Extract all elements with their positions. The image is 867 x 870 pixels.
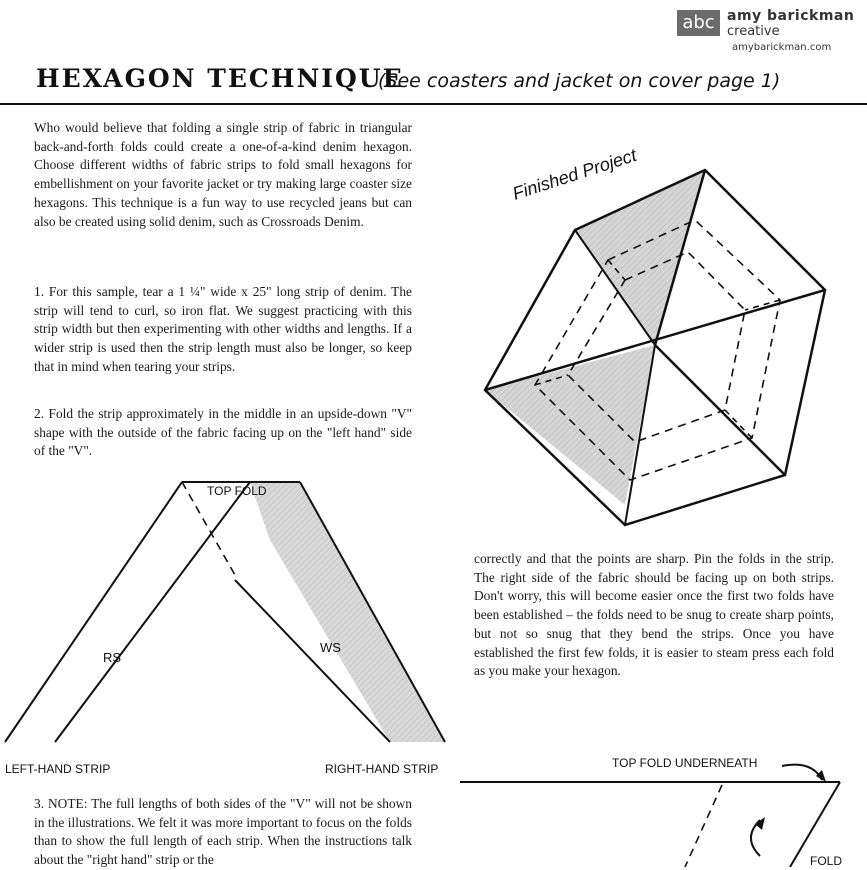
step-1-paragraph: 1. For this sample, tear a 1 ¼" wide x 25" long strip of denim. The strip will tend to curl, so iron flat. We suggest practicing with this strip width but then experimenting with other widths and lengths. If a wider strip is used then the strip length must also be longer, so keep that in mind when tearing your strips. bbox=[34, 284, 412, 374]
finished-project-label: Finished Project bbox=[510, 144, 639, 204]
fold-line-3 bbox=[655, 345, 785, 475]
left-strip-outer bbox=[5, 482, 182, 742]
brand-logo: abc bbox=[677, 10, 720, 36]
step-3-paragraph: 3. NOTE: The full lengths of both sides of the "V" will not be shown in the illustrations. We felt it was more important to focus on the folds than to show the full length of each strip. When the instructions talk about the "right hand" strip or the bbox=[34, 796, 412, 868]
top-fold-label: TOP FOLD bbox=[207, 484, 267, 498]
intro-paragraph: Who would believe that folding a single strip of fabric in triangular back-and-forth folds could create a one-of-a-kind denim hexagon. Choose different widths of fabric strips to fold small hexagons for embellishment on your favorite jacket or try making large coaster size hexagons. This technique is a fun way to use recycled jeans but can also be created using solid denim, such as Crossroads Denim. bbox=[34, 120, 412, 229]
step-2-paragraph: 2. Fold the strip approximately in the middle in an upside-down "V" shape with the outside of the fabric facing up on the "left hand" side of the "V". bbox=[34, 406, 412, 459]
brand-name: amy barickman bbox=[727, 8, 855, 24]
lower-shaded-wedge bbox=[485, 345, 655, 505]
fold-label: FOLD bbox=[810, 854, 843, 867]
v-fold-illustration bbox=[0, 470, 460, 790]
left-hand-strip-label: LEFT-HAND STRIP bbox=[5, 762, 111, 776]
curved-arrow-top bbox=[782, 765, 822, 780]
arrow-head-lower bbox=[755, 817, 765, 830]
rs-label: RS bbox=[103, 650, 122, 665]
ws-label: WS bbox=[320, 640, 341, 655]
brand-sub: creative bbox=[727, 24, 780, 39]
header-rule bbox=[0, 103, 867, 105]
page-title: HEXAGON TECHNIQUE bbox=[36, 64, 404, 93]
fold-strip-dashed bbox=[685, 785, 722, 867]
right-strip-shaded-fill bbox=[250, 482, 445, 742]
top-fold-underneath-label: TOP FOLD UNDERNEATH bbox=[612, 756, 758, 770]
top-fold-underneath-illustration bbox=[460, 740, 867, 867]
dashed-spoke bbox=[725, 410, 752, 438]
right-hand-strip-label: RIGHT-HAND STRIP bbox=[325, 762, 439, 776]
left-strip-inner bbox=[55, 482, 250, 742]
page-subtitle: (See coasters and jacket on cover page 1) bbox=[378, 70, 781, 92]
brand-url: amybarickman.com bbox=[732, 42, 832, 53]
continued-paragraph: correctly and that the points are sharp. Pin the folds in the strip. The right side of the fabric should be facing up on both strips. Don't worry, this will become easier once the first two folds have been established – the folds need to be snug to create sharp points, but not so snug that they bend the strips. Once you have established the first few folds, it is easier to steam press each fold as you make your hexagon. bbox=[474, 551, 834, 679]
finished-hexagon-illustration bbox=[440, 120, 860, 540]
